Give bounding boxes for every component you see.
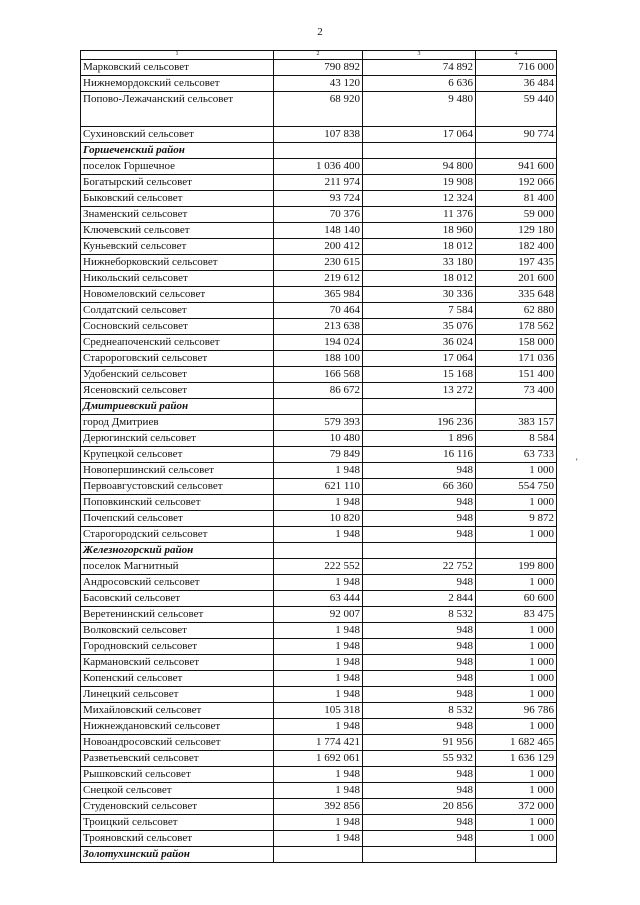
table-row	[81, 559, 557, 575]
amount-col3-cell: 948	[363, 687, 476, 703]
amount-col3-cell: 91 956	[363, 735, 476, 751]
municipality-name-cell: Троицкий сельсовет	[81, 815, 274, 831]
amount-col3-cell: 18 012	[363, 239, 476, 255]
amount-col4-cell: 8 584	[476, 431, 557, 447]
amount-col3-cell: 35 076	[363, 319, 476, 335]
amount-col4-cell: 129 180	[476, 223, 557, 239]
table-row	[81, 159, 557, 175]
amount-col4-cell: 96 786	[476, 703, 557, 719]
amount-total-cell: 1 774 421	[274, 735, 363, 751]
amount-col4-cell: 1 000	[476, 767, 557, 783]
amount-col4-cell: 1 000	[476, 655, 557, 671]
amount-total-cell: 148 140	[274, 223, 363, 239]
amount-total-cell	[274, 847, 363, 863]
amount-col3-cell: 12 324	[363, 191, 476, 207]
amount-total-cell: 1 692 061	[274, 751, 363, 767]
amount-col3-cell: 948	[363, 623, 476, 639]
municipality-name-cell: Ясеновский сельсовет	[81, 383, 274, 399]
table-row	[81, 383, 557, 399]
column-number: 1	[81, 51, 274, 60]
amount-total-cell: 10 480	[274, 431, 363, 447]
amount-total-cell: 219 612	[274, 271, 363, 287]
amount-col4-cell: 383 157	[476, 415, 557, 431]
municipality-name-cell: Сосновский сельсовет	[81, 319, 274, 335]
amount-col3-cell: 17 064	[363, 127, 476, 143]
municipality-name-cell: Трояновский сельсовет	[81, 831, 274, 847]
municipality-name-cell: Никольский сельсовет	[81, 271, 274, 287]
municipality-name-cell: Городновский сельсовет	[81, 639, 274, 655]
table-row	[81, 671, 557, 687]
municipality-name-cell: Богатырский сельсовет	[81, 175, 274, 191]
table-row	[81, 60, 557, 76]
amount-col4-cell: 1 000	[476, 719, 557, 735]
amount-col4-cell: 372 000	[476, 799, 557, 815]
amount-col3-cell: 8 532	[363, 607, 476, 623]
amount-total-cell: 365 984	[274, 287, 363, 303]
amount-total-cell: 1 948	[274, 655, 363, 671]
amount-col4-cell: 63 733	[476, 447, 557, 463]
amount-total-cell: 211 974	[274, 175, 363, 191]
municipality-name-cell: поселок Горшечное	[81, 159, 274, 175]
table-row	[81, 639, 557, 655]
table-row	[81, 207, 557, 223]
table-row	[81, 335, 557, 351]
municipality-name-cell: Горшеченский район	[81, 143, 274, 159]
table-row	[81, 415, 557, 431]
table-row	[81, 687, 557, 703]
amount-col4-cell: 83 475	[476, 607, 557, 623]
amount-col4-cell: 201 600	[476, 271, 557, 287]
amount-total-cell: 92 007	[274, 607, 363, 623]
amount-col3-cell: 948	[363, 495, 476, 511]
municipality-name-cell: Студеновский сельсовет	[81, 799, 274, 815]
municipality-name-cell: Линецкий сельсовет	[81, 687, 274, 703]
table-row	[81, 575, 557, 591]
amount-col3-cell: 2 844	[363, 591, 476, 607]
amount-col3-cell: 33 180	[363, 255, 476, 271]
municipality-name-cell: Куньевский сельсовет	[81, 239, 274, 255]
amount-total-cell: 194 024	[274, 335, 363, 351]
page-number: 2	[317, 26, 323, 38]
budget-table	[80, 50, 557, 863]
amount-col3-cell: 948	[363, 575, 476, 591]
amount-col4-cell	[476, 847, 557, 863]
amount-col3-cell: 22 752	[363, 559, 476, 575]
municipality-name-cell: Старороговский сельсовет	[81, 351, 274, 367]
amount-total-cell: 79 849	[274, 447, 363, 463]
municipality-name-cell: Новомеловский сельсовет	[81, 287, 274, 303]
table-row	[81, 479, 557, 495]
table-row	[81, 527, 557, 543]
amount-col4-cell: 73 400	[476, 383, 557, 399]
amount-total-cell	[274, 399, 363, 415]
column-number: 4	[476, 51, 557, 60]
municipality-name-cell: Веретенинский сельсовет	[81, 607, 274, 623]
district-row	[81, 143, 557, 159]
municipality-name-cell: Железногорский район	[81, 543, 274, 559]
amount-col4-cell: 36 484	[476, 76, 557, 92]
table-row	[81, 607, 557, 623]
amount-total-cell: 1 948	[274, 687, 363, 703]
table-row	[81, 591, 557, 607]
amount-col4-cell: 1 000	[476, 463, 557, 479]
amount-col4-cell: 941 600	[476, 159, 557, 175]
municipality-name-cell: поселок Магнитный	[81, 559, 274, 575]
amount-total-cell: 222 552	[274, 559, 363, 575]
amount-total-cell: 1 948	[274, 831, 363, 847]
amount-col4-cell: 335 648	[476, 287, 557, 303]
amount-col4-cell: 1 000	[476, 623, 557, 639]
amount-col4-cell: 1 682 465	[476, 735, 557, 751]
amount-col4-cell: 1 000	[476, 527, 557, 543]
municipality-name-cell: Рышковский сельсовет	[81, 767, 274, 783]
municipality-name-cell: Ключевский сельсовет	[81, 223, 274, 239]
amount-col3-cell: 7 584	[363, 303, 476, 319]
municipality-name-cell: Басовский сельсовет	[81, 591, 274, 607]
amount-col4-cell: 171 036	[476, 351, 557, 367]
amount-total-cell: 86 672	[274, 383, 363, 399]
amount-col3-cell: 94 800	[363, 159, 476, 175]
municipality-name-cell: Почепский сельсовет	[81, 511, 274, 527]
amount-col3-cell: 30 336	[363, 287, 476, 303]
amount-col4-cell: 59 000	[476, 207, 557, 223]
stray-mark: '	[576, 457, 578, 467]
municipality-name-cell: Поповкинский сельсовет	[81, 495, 274, 511]
table-row	[81, 431, 557, 447]
amount-total-cell: 621 110	[274, 479, 363, 495]
amount-total-cell: 188 100	[274, 351, 363, 367]
amount-col3-cell: 6 636	[363, 76, 476, 92]
amount-col3-cell: 1 896	[363, 431, 476, 447]
table-row	[81, 447, 557, 463]
table-row	[81, 463, 557, 479]
amount-col4-cell: 62 880	[476, 303, 557, 319]
table-row	[81, 703, 557, 719]
amount-col4-cell: 158 000	[476, 335, 557, 351]
amount-col4-cell: 1 000	[476, 575, 557, 591]
amount-col3-cell: 948	[363, 815, 476, 831]
amount-col3-cell: 9 480	[363, 92, 476, 127]
amount-total-cell: 166 568	[274, 367, 363, 383]
amount-col4-cell: 1 000	[476, 671, 557, 687]
district-row	[81, 543, 557, 559]
amount-total-cell: 1 948	[274, 815, 363, 831]
amount-col4-cell: 554 750	[476, 479, 557, 495]
amount-col4-cell: 1 000	[476, 639, 557, 655]
column-number: 3	[363, 51, 476, 60]
amount-total-cell: 1 036 400	[274, 159, 363, 175]
amount-total-cell: 70 376	[274, 207, 363, 223]
municipality-name-cell: Сухиновский сельсовет	[81, 127, 274, 143]
amount-col3-cell: 8 532	[363, 703, 476, 719]
amount-col3-cell: 74 892	[363, 60, 476, 76]
amount-total-cell: 63 444	[274, 591, 363, 607]
amount-col3-cell: 19 908	[363, 175, 476, 191]
amount-total-cell: 93 724	[274, 191, 363, 207]
municipality-name-cell: Нижнемордокский сельсовет	[81, 76, 274, 92]
municipality-name-cell: Разветьевский сельсовет	[81, 751, 274, 767]
amount-total-cell: 68 920	[274, 92, 363, 127]
amount-col4-cell: 716 000	[476, 60, 557, 76]
amount-col3-cell: 948	[363, 767, 476, 783]
amount-col3-cell: 948	[363, 831, 476, 847]
amount-col4-cell: 1 000	[476, 783, 557, 799]
amount-col3-cell: 11 376	[363, 207, 476, 223]
amount-col3-cell: 18 960	[363, 223, 476, 239]
municipality-name-cell: Среднеапоченский сельсовет	[81, 335, 274, 351]
amount-total-cell: 1 948	[274, 783, 363, 799]
municipality-name-cell: Дмитриевский район	[81, 399, 274, 415]
table-row	[81, 92, 557, 127]
amount-total-cell: 392 856	[274, 799, 363, 815]
amount-total-cell: 105 318	[274, 703, 363, 719]
table-row	[81, 303, 557, 319]
amount-total-cell	[274, 143, 363, 159]
amount-total-cell: 1 948	[274, 575, 363, 591]
amount-total-cell: 1 948	[274, 463, 363, 479]
amount-col4-cell	[476, 399, 557, 415]
table-row	[81, 255, 557, 271]
amount-col4-cell: 178 562	[476, 319, 557, 335]
amount-total-cell: 70 464	[274, 303, 363, 319]
amount-col4-cell: 199 800	[476, 559, 557, 575]
amount-total-cell: 1 948	[274, 495, 363, 511]
table-row	[81, 751, 557, 767]
amount-col4-cell: 81 400	[476, 191, 557, 207]
municipality-name-cell: Андросовский сельсовет	[81, 575, 274, 591]
amount-col3-cell: 17 064	[363, 351, 476, 367]
municipality-name-cell: Быковский сельсовет	[81, 191, 274, 207]
amount-total-cell: 213 638	[274, 319, 363, 335]
table-row	[81, 367, 557, 383]
amount-col3-cell: 55 932	[363, 751, 476, 767]
district-row	[81, 847, 557, 863]
amount-col3-cell	[363, 847, 476, 863]
municipality-name-cell: Марковский сельсовет	[81, 60, 274, 76]
municipality-name-cell: Дерюгинский сельсовет	[81, 431, 274, 447]
amount-col3-cell: 948	[363, 719, 476, 735]
amount-total-cell: 790 892	[274, 60, 363, 76]
amount-col3-cell: 948	[363, 463, 476, 479]
municipality-name-cell: Первоавгустовский сельсовет	[81, 479, 274, 495]
table-row	[81, 719, 557, 735]
table-row	[81, 175, 557, 191]
table-row	[81, 799, 557, 815]
amount-col4-cell: 192 066	[476, 175, 557, 191]
amount-col3-cell: 18 012	[363, 271, 476, 287]
table-row	[81, 319, 557, 335]
amount-total-cell: 1 948	[274, 623, 363, 639]
table-row	[81, 351, 557, 367]
municipality-name-cell: город Дмитриев	[81, 415, 274, 431]
table-row	[81, 239, 557, 255]
amount-total-cell: 1 948	[274, 639, 363, 655]
municipality-name-cell: Снецкой сельсовет	[81, 783, 274, 799]
table-row	[81, 623, 557, 639]
amount-col3-cell: 13 272	[363, 383, 476, 399]
table-row	[81, 511, 557, 527]
municipality-name-cell: Волковский сельсовет	[81, 623, 274, 639]
amount-total-cell: 10 820	[274, 511, 363, 527]
amount-col4-cell: 59 440	[476, 92, 557, 127]
amount-col3-cell: 948	[363, 527, 476, 543]
municipality-name-cell: Новоандросовский сельсовет	[81, 735, 274, 751]
amount-col4-cell	[476, 543, 557, 559]
amount-total-cell: 1 948	[274, 527, 363, 543]
amount-col4-cell: 1 000	[476, 495, 557, 511]
table-row	[81, 735, 557, 751]
table-body	[81, 51, 557, 863]
municipality-name-cell: Крупецкой сельсовет	[81, 447, 274, 463]
table-row	[81, 271, 557, 287]
table-row	[81, 495, 557, 511]
amount-col4-cell: 1 000	[476, 687, 557, 703]
amount-col4-cell: 182 400	[476, 239, 557, 255]
amount-total-cell: 1 948	[274, 671, 363, 687]
amount-total-cell	[274, 543, 363, 559]
municipality-name-cell: Кармановский сельсовет	[81, 655, 274, 671]
amount-col3-cell: 948	[363, 655, 476, 671]
table-row	[81, 815, 557, 831]
table-row	[81, 127, 557, 143]
amount-col3-cell: 948	[363, 511, 476, 527]
municipality-name-cell: Михайловский сельсовет	[81, 703, 274, 719]
amount-col3-cell: 196 236	[363, 415, 476, 431]
municipality-name-cell: Попово-Лежачанский сельсовет	[81, 92, 274, 127]
table-row	[81, 831, 557, 847]
municipality-name-cell: Нижнеждановский сельсовет	[81, 719, 274, 735]
amount-total-cell: 579 393	[274, 415, 363, 431]
amount-col3-cell: 36 024	[363, 335, 476, 351]
amount-col4-cell: 197 435	[476, 255, 557, 271]
amount-col3-cell: 948	[363, 783, 476, 799]
column-number-row	[81, 51, 557, 60]
municipality-name-cell: Знаменский сельсовет	[81, 207, 274, 223]
municipality-name-cell: Солдатский сельсовет	[81, 303, 274, 319]
amount-col4-cell: 90 774	[476, 127, 557, 143]
amount-col3-cell	[363, 399, 476, 415]
municipality-name-cell: Золотухинский район	[81, 847, 274, 863]
amount-col3-cell: 16 116	[363, 447, 476, 463]
amount-total-cell: 1 948	[274, 719, 363, 735]
amount-col4-cell: 1 000	[476, 815, 557, 831]
amount-col3-cell	[363, 543, 476, 559]
amount-col4-cell: 1 636 129	[476, 751, 557, 767]
municipality-name-cell: Удобенский сельсовет	[81, 367, 274, 383]
table-row	[81, 76, 557, 92]
table-row	[81, 767, 557, 783]
amount-col3-cell: 66 360	[363, 479, 476, 495]
amount-total-cell: 200 412	[274, 239, 363, 255]
amount-col3-cell	[363, 143, 476, 159]
district-row	[81, 399, 557, 415]
amount-total-cell: 230 615	[274, 255, 363, 271]
municipality-name-cell: Копенский сельсовет	[81, 671, 274, 687]
amount-col4-cell	[476, 143, 557, 159]
table-row	[81, 655, 557, 671]
column-number: 2	[274, 51, 363, 60]
amount-total-cell: 1 948	[274, 767, 363, 783]
amount-col3-cell: 15 168	[363, 367, 476, 383]
municipality-name-cell: Старогородский сельсовет	[81, 527, 274, 543]
amount-col3-cell: 948	[363, 671, 476, 687]
amount-col4-cell: 60 600	[476, 591, 557, 607]
amount-col3-cell: 948	[363, 639, 476, 655]
municipality-name-cell: Нижнеборковский сельсовет	[81, 255, 274, 271]
amount-col3-cell: 20 856	[363, 799, 476, 815]
table-row	[81, 287, 557, 303]
amount-col4-cell: 151 400	[476, 367, 557, 383]
amount-total-cell: 43 120	[274, 76, 363, 92]
table-row	[81, 223, 557, 239]
municipality-name-cell: Новопершинский сельсовет	[81, 463, 274, 479]
amount-col4-cell: 1 000	[476, 831, 557, 847]
amount-col4-cell: 9 872	[476, 511, 557, 527]
amount-total-cell: 107 838	[274, 127, 363, 143]
table-row	[81, 191, 557, 207]
table-row	[81, 783, 557, 799]
